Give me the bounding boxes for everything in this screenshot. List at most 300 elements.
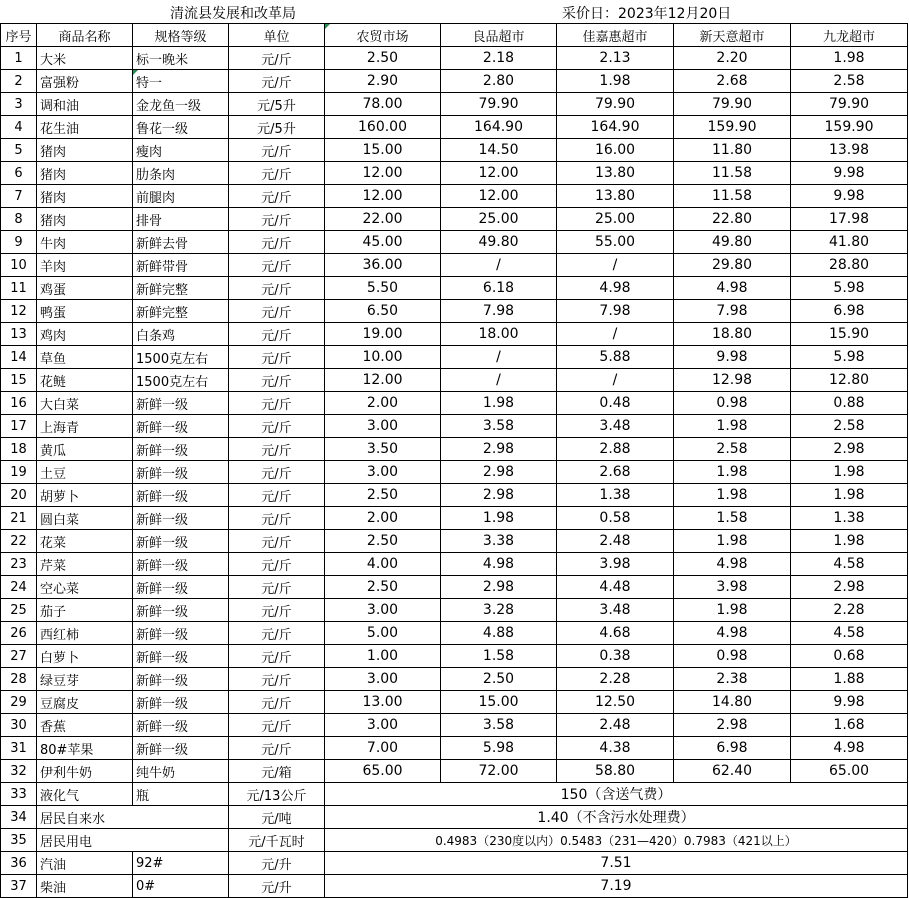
row-number: 16 bbox=[1, 392, 37, 415]
price-cell: 2.50 bbox=[325, 484, 441, 507]
table-row bbox=[1, 737, 908, 760]
unit: 元/斤 bbox=[229, 300, 325, 323]
product-name: 80#苹果 bbox=[37, 737, 133, 760]
price-cell: 7.98 bbox=[441, 300, 557, 323]
row-number: 6 bbox=[1, 162, 37, 185]
price-cell: 2.50 bbox=[325, 47, 441, 70]
price-table-body bbox=[1, 24, 908, 898]
header-market: 农贸市场 bbox=[325, 24, 441, 47]
header-name: 商品名称 bbox=[37, 24, 133, 47]
price-cell: 9.98 bbox=[791, 185, 908, 208]
product-name: 汽油 bbox=[37, 852, 133, 875]
header-spec: 规格等级 bbox=[133, 24, 229, 47]
price-cell: 3.00 bbox=[325, 415, 441, 438]
unit: 元/斤 bbox=[229, 346, 325, 369]
price-cell: 49.80 bbox=[674, 231, 791, 254]
price-cell: 2.58 bbox=[791, 70, 908, 93]
unit: 元/斤 bbox=[229, 369, 325, 392]
product-spec: 新鲜完整 bbox=[133, 277, 229, 300]
price-cell: 3.48 bbox=[557, 415, 674, 438]
table-row bbox=[1, 622, 908, 645]
price-cell: 2.98 bbox=[441, 576, 557, 599]
product-spec: 新鲜一级 bbox=[133, 645, 229, 668]
table-row bbox=[1, 47, 908, 70]
product-name: 圆白菜 bbox=[37, 507, 133, 530]
product-name: 居民用电 bbox=[37, 829, 229, 852]
row-number: 8 bbox=[1, 208, 37, 231]
product-spec: 新鲜一级 bbox=[133, 576, 229, 599]
product-spec: 特一 bbox=[133, 70, 229, 93]
product-name: 伊利牛奶 bbox=[37, 760, 133, 783]
product-name: 富强粉 bbox=[37, 70, 133, 93]
price-cell: 28.80 bbox=[791, 254, 908, 277]
table-row bbox=[1, 576, 908, 599]
price-cell: 14.50 bbox=[441, 139, 557, 162]
price-cell: 4.88 bbox=[441, 622, 557, 645]
price-cell: 2.28 bbox=[557, 668, 674, 691]
table-row bbox=[1, 70, 908, 93]
price-cell: 22.00 bbox=[325, 208, 441, 231]
price-cell: 36.00 bbox=[325, 254, 441, 277]
price-cell: 41.80 bbox=[791, 231, 908, 254]
row-number: 7 bbox=[1, 185, 37, 208]
price-cell: 3.48 bbox=[557, 599, 674, 622]
merged-price-value: 1.40（不含污水处理费） bbox=[325, 806, 908, 829]
table-row bbox=[1, 438, 908, 461]
price-cell: 3.00 bbox=[325, 461, 441, 484]
price-cell: 3.98 bbox=[674, 576, 791, 599]
unit: 元/斤 bbox=[229, 438, 325, 461]
price-cell: 3.58 bbox=[441, 714, 557, 737]
table-row bbox=[1, 139, 908, 162]
row-number: 2 bbox=[1, 70, 37, 93]
unit: 元/斤 bbox=[229, 484, 325, 507]
price-cell: / bbox=[557, 323, 674, 346]
price-cell: 159.90 bbox=[674, 116, 791, 139]
unit: 元/升 bbox=[229, 852, 325, 875]
price-cell: 12.98 bbox=[674, 369, 791, 392]
price-cell: 6.98 bbox=[791, 300, 908, 323]
product-spec: 新鲜完整 bbox=[133, 300, 229, 323]
price-cell: 1.98 bbox=[791, 461, 908, 484]
price-cell: 6.98 bbox=[674, 737, 791, 760]
price-cell: 1.98 bbox=[791, 47, 908, 70]
product-spec: 新鲜一级 bbox=[133, 691, 229, 714]
product-name: 上海青 bbox=[37, 415, 133, 438]
product-name: 羊肉 bbox=[37, 254, 133, 277]
table-row bbox=[1, 323, 908, 346]
price-cell: 16.00 bbox=[557, 139, 674, 162]
unit: 元/5升 bbox=[229, 116, 325, 139]
unit: 元/斤 bbox=[229, 622, 325, 645]
product-name: 猪肉 bbox=[37, 139, 133, 162]
price-cell: 2.58 bbox=[674, 438, 791, 461]
product-spec: 新鲜一级 bbox=[133, 438, 229, 461]
product-spec: 新鲜一级 bbox=[133, 392, 229, 415]
utility-row bbox=[1, 829, 908, 852]
product-spec: 0# bbox=[133, 875, 229, 898]
product-name: 鸭蛋 bbox=[37, 300, 133, 323]
price-cell: 5.00 bbox=[325, 622, 441, 645]
unit: 元/斤 bbox=[229, 208, 325, 231]
price-cell: 0.58 bbox=[557, 507, 674, 530]
survey-date: 采价日：2023年12月20日 bbox=[562, 6, 732, 22]
product-name: 牛肉 bbox=[37, 231, 133, 254]
unit: 元/13公斤 bbox=[229, 783, 325, 806]
price-cell: 2.80 bbox=[441, 70, 557, 93]
product-spec: 92# bbox=[133, 852, 229, 875]
price-cell: 1.98 bbox=[441, 392, 557, 415]
price-cell: 1.38 bbox=[791, 507, 908, 530]
product-name: 西红柿 bbox=[37, 622, 133, 645]
price-cell: 79.90 bbox=[674, 93, 791, 116]
unit: 元/斤 bbox=[229, 530, 325, 553]
price-cell: 11.80 bbox=[674, 139, 791, 162]
price-cell: 6.50 bbox=[325, 300, 441, 323]
price-cell: 0.38 bbox=[557, 645, 674, 668]
price-cell: 1.68 bbox=[791, 714, 908, 737]
table-row bbox=[1, 369, 908, 392]
row-number: 10 bbox=[1, 254, 37, 277]
price-cell: 1.88 bbox=[791, 668, 908, 691]
table-row bbox=[1, 599, 908, 622]
unit: 元/斤 bbox=[229, 162, 325, 185]
price-cell: 25.00 bbox=[557, 208, 674, 231]
row-number: 24 bbox=[1, 576, 37, 599]
product-spec: 新鲜一级 bbox=[133, 530, 229, 553]
table-row bbox=[1, 530, 908, 553]
row-number: 11 bbox=[1, 277, 37, 300]
price-cell: 12.00 bbox=[325, 185, 441, 208]
table-row bbox=[1, 231, 908, 254]
product-spec: 新鲜一级 bbox=[133, 415, 229, 438]
unit: 元/千瓦时 bbox=[229, 829, 325, 852]
price-cell: 1.98 bbox=[674, 415, 791, 438]
price-cell: 1.98 bbox=[791, 484, 908, 507]
product-name: 芹菜 bbox=[37, 553, 133, 576]
row-number: 17 bbox=[1, 415, 37, 438]
product-spec: 金龙鱼一级 bbox=[133, 93, 229, 116]
row-number: 25 bbox=[1, 599, 37, 622]
price-cell: 2.90 bbox=[325, 70, 441, 93]
unit: 元/斤 bbox=[229, 392, 325, 415]
price-cell: 22.80 bbox=[674, 208, 791, 231]
header-row bbox=[1, 24, 908, 47]
price-cell: 12.00 bbox=[441, 162, 557, 185]
product-name: 猪肉 bbox=[37, 208, 133, 231]
price-cell: 79.90 bbox=[791, 93, 908, 116]
price-cell: 4.98 bbox=[674, 622, 791, 645]
product-name: 猪肉 bbox=[37, 185, 133, 208]
price-cell: 72.00 bbox=[441, 760, 557, 783]
product-spec: 新鲜一级 bbox=[133, 507, 229, 530]
product-spec: 鲁花一级 bbox=[133, 116, 229, 139]
price-cell: 13.80 bbox=[557, 162, 674, 185]
header-jiajiahui: 佳嘉惠超市 bbox=[557, 24, 674, 47]
product-name: 草鱼 bbox=[37, 346, 133, 369]
price-cell: 1.98 bbox=[674, 461, 791, 484]
price-cell: 7.98 bbox=[557, 300, 674, 323]
row-number: 22 bbox=[1, 530, 37, 553]
product-name: 柴油 bbox=[37, 875, 133, 898]
price-cell: 2.98 bbox=[441, 438, 557, 461]
price-cell: 11.58 bbox=[674, 162, 791, 185]
unit: 元/斤 bbox=[229, 70, 325, 93]
product-spec: 排骨 bbox=[133, 208, 229, 231]
price-cell: 65.00 bbox=[791, 760, 908, 783]
price-cell: 2.50 bbox=[325, 576, 441, 599]
unit: 元/斤 bbox=[229, 461, 325, 484]
price-cell: 13.80 bbox=[557, 185, 674, 208]
price-cell: 5.88 bbox=[557, 346, 674, 369]
product-name: 黄瓜 bbox=[37, 438, 133, 461]
price-cell: 12.50 bbox=[557, 691, 674, 714]
price-cell: 79.90 bbox=[441, 93, 557, 116]
price-cell: / bbox=[441, 254, 557, 277]
product-spec: 1500克左右 bbox=[133, 369, 229, 392]
product-name: 鸡蛋 bbox=[37, 277, 133, 300]
price-cell: 3.38 bbox=[441, 530, 557, 553]
price-cell: 1.98 bbox=[441, 507, 557, 530]
unit: 元/斤 bbox=[229, 139, 325, 162]
row-number: 23 bbox=[1, 553, 37, 576]
price-cell: 0.98 bbox=[674, 645, 791, 668]
price-cell: 4.48 bbox=[557, 576, 674, 599]
row-number: 9 bbox=[1, 231, 37, 254]
price-cell: 4.98 bbox=[557, 277, 674, 300]
price-cell: 3.00 bbox=[325, 599, 441, 622]
price-cell: 2.58 bbox=[791, 415, 908, 438]
unit: 元/斤 bbox=[229, 599, 325, 622]
price-cell: 2.68 bbox=[557, 461, 674, 484]
price-cell: 2.00 bbox=[325, 507, 441, 530]
price-cell: 7.00 bbox=[325, 737, 441, 760]
product-spec: 1500克左右 bbox=[133, 346, 229, 369]
table-row bbox=[1, 277, 908, 300]
utility-row bbox=[1, 875, 908, 898]
unit: 元/升 bbox=[229, 875, 325, 898]
price-cell: 2.98 bbox=[441, 461, 557, 484]
row-number: 21 bbox=[1, 507, 37, 530]
unit: 元/斤 bbox=[229, 415, 325, 438]
price-cell: 1.58 bbox=[674, 507, 791, 530]
row-number: 33 bbox=[1, 783, 37, 806]
utility-row bbox=[1, 852, 908, 875]
price-cell: 3.00 bbox=[325, 668, 441, 691]
product-spec: 白条鸡 bbox=[133, 323, 229, 346]
merged-price-value: 150（含送气费） bbox=[325, 783, 908, 806]
price-cell: 1.58 bbox=[441, 645, 557, 668]
product-spec: 新鲜一级 bbox=[133, 461, 229, 484]
unit: 元/斤 bbox=[229, 668, 325, 691]
price-cell: 9.98 bbox=[674, 346, 791, 369]
price-cell: 15.00 bbox=[441, 691, 557, 714]
row-number: 37 bbox=[1, 875, 37, 898]
unit: 元/斤 bbox=[229, 185, 325, 208]
table-row bbox=[1, 760, 908, 783]
row-number: 1 bbox=[1, 47, 37, 70]
organization-title: 清流县发展和改革局 bbox=[170, 6, 296, 22]
row-number: 29 bbox=[1, 691, 37, 714]
product-spec: 新鲜一级 bbox=[133, 622, 229, 645]
product-name: 胡萝卜 bbox=[37, 484, 133, 507]
product-spec: 新鲜一级 bbox=[133, 668, 229, 691]
table-row bbox=[1, 162, 908, 185]
row-number: 34 bbox=[1, 806, 37, 829]
product-name: 液化气 bbox=[37, 783, 133, 806]
price-cell: 49.80 bbox=[441, 231, 557, 254]
product-name: 空心菜 bbox=[37, 576, 133, 599]
price-cell: 164.90 bbox=[557, 116, 674, 139]
row-number: 36 bbox=[1, 852, 37, 875]
table-row bbox=[1, 461, 908, 484]
row-number: 30 bbox=[1, 714, 37, 737]
unit: 元/斤 bbox=[229, 645, 325, 668]
title-bar bbox=[0, 0, 909, 23]
price-cell: 1.98 bbox=[674, 530, 791, 553]
price-cell: 2.28 bbox=[791, 599, 908, 622]
price-cell: 160.00 bbox=[325, 116, 441, 139]
header-unit: 单位 bbox=[229, 24, 325, 47]
unit: 元/箱 bbox=[229, 760, 325, 783]
product-spec: 瘦肉 bbox=[133, 139, 229, 162]
unit: 元/斤 bbox=[229, 47, 325, 70]
table-row bbox=[1, 392, 908, 415]
price-cell: 2.48 bbox=[557, 714, 674, 737]
price-cell: 2.98 bbox=[674, 714, 791, 737]
product-spec: 纯牛奶 bbox=[133, 760, 229, 783]
product-name: 花生油 bbox=[37, 116, 133, 139]
price-cell: 4.98 bbox=[674, 277, 791, 300]
unit: 元/斤 bbox=[229, 277, 325, 300]
price-cell: 2.98 bbox=[791, 438, 908, 461]
price-cell: / bbox=[557, 369, 674, 392]
price-cell: / bbox=[441, 369, 557, 392]
product-spec: 新鲜一级 bbox=[133, 714, 229, 737]
utility-row bbox=[1, 806, 908, 829]
price-cell: 3.98 bbox=[557, 553, 674, 576]
row-number: 13 bbox=[1, 323, 37, 346]
product-spec: 新鲜一级 bbox=[133, 737, 229, 760]
table-row bbox=[1, 714, 908, 737]
row-number: 32 bbox=[1, 760, 37, 783]
price-cell: 1.00 bbox=[325, 645, 441, 668]
price-cell: 0.48 bbox=[557, 392, 674, 415]
unit: 元/5升 bbox=[229, 93, 325, 116]
header-liangpin: 良品超市 bbox=[441, 24, 557, 47]
product-spec: 新鲜带骨 bbox=[133, 254, 229, 277]
price-cell: 2.00 bbox=[325, 392, 441, 415]
row-number: 5 bbox=[1, 139, 37, 162]
product-name: 豆腐皮 bbox=[37, 691, 133, 714]
price-cell: 0.68 bbox=[791, 645, 908, 668]
price-cell: 2.98 bbox=[791, 576, 908, 599]
row-number: 26 bbox=[1, 622, 37, 645]
price-cell: 58.80 bbox=[557, 760, 674, 783]
row-number: 15 bbox=[1, 369, 37, 392]
table-row bbox=[1, 507, 908, 530]
price-cell: 5.98 bbox=[791, 277, 908, 300]
price-cell: 2.13 bbox=[557, 47, 674, 70]
price-cell: 2.48 bbox=[557, 530, 674, 553]
table-row bbox=[1, 300, 908, 323]
merged-price-value: 7.51 bbox=[325, 852, 908, 875]
product-name: 茄子 bbox=[37, 599, 133, 622]
price-cell: 9.98 bbox=[791, 691, 908, 714]
price-cell: 4.58 bbox=[791, 553, 908, 576]
price-cell: 6.18 bbox=[441, 277, 557, 300]
table-row bbox=[1, 93, 908, 116]
product-name: 土豆 bbox=[37, 461, 133, 484]
product-name: 花菜 bbox=[37, 530, 133, 553]
row-number: 28 bbox=[1, 668, 37, 691]
price-cell: 11.58 bbox=[674, 185, 791, 208]
product-spec: 前腿肉 bbox=[133, 185, 229, 208]
row-number: 3 bbox=[1, 93, 37, 116]
header-xintianyi: 新天意超市 bbox=[674, 24, 791, 47]
product-spec: 标一晚米 bbox=[133, 47, 229, 70]
price-cell: 18.80 bbox=[674, 323, 791, 346]
price-cell: 1.98 bbox=[791, 530, 908, 553]
price-cell: 7.98 bbox=[674, 300, 791, 323]
merged-price-value: 0.4983（230度以内）0.5483（231—420）0.7983（421以上） bbox=[325, 829, 908, 852]
row-number: 35 bbox=[1, 829, 37, 852]
utility-row bbox=[1, 783, 908, 806]
price-cell: 65.00 bbox=[325, 760, 441, 783]
product-name: 香蕉 bbox=[37, 714, 133, 737]
price-cell: 2.18 bbox=[441, 47, 557, 70]
price-cell: 1.38 bbox=[557, 484, 674, 507]
price-cell: 4.98 bbox=[441, 553, 557, 576]
price-cell: 2.98 bbox=[441, 484, 557, 507]
table-row bbox=[1, 484, 908, 507]
price-cell: 3.00 bbox=[325, 714, 441, 737]
product-spec: 新鲜一级 bbox=[133, 484, 229, 507]
price-cell: 2.20 bbox=[674, 47, 791, 70]
product-name: 居民自来水 bbox=[37, 806, 229, 829]
price-cell: 0.88 bbox=[791, 392, 908, 415]
unit: 元/斤 bbox=[229, 691, 325, 714]
unit: 元/斤 bbox=[229, 737, 325, 760]
table-row bbox=[1, 691, 908, 714]
price-cell: 1.98 bbox=[674, 484, 791, 507]
row-number: 19 bbox=[1, 461, 37, 484]
price-cell: 4.68 bbox=[557, 622, 674, 645]
row-number: 20 bbox=[1, 484, 37, 507]
price-cell: 2.50 bbox=[325, 530, 441, 553]
price-cell: 2.68 bbox=[674, 70, 791, 93]
price-cell: 3.28 bbox=[441, 599, 557, 622]
product-spec: 瓶 bbox=[133, 783, 229, 806]
price-cell: 62.40 bbox=[674, 760, 791, 783]
price-cell: 15.90 bbox=[791, 323, 908, 346]
product-name: 调和油 bbox=[37, 93, 133, 116]
product-spec: 肋条肉 bbox=[133, 162, 229, 185]
price-cell: 164.90 bbox=[441, 116, 557, 139]
price-cell: 25.00 bbox=[441, 208, 557, 231]
price-cell: 0.98 bbox=[674, 392, 791, 415]
price-cell: / bbox=[557, 254, 674, 277]
price-cell: 12.00 bbox=[325, 369, 441, 392]
price-cell: 2.38 bbox=[674, 668, 791, 691]
product-spec: 新鲜去骨 bbox=[133, 231, 229, 254]
table-row bbox=[1, 254, 908, 277]
row-number: 27 bbox=[1, 645, 37, 668]
price-cell: 45.00 bbox=[325, 231, 441, 254]
price-cell: 12.00 bbox=[325, 162, 441, 185]
row-number: 18 bbox=[1, 438, 37, 461]
unit: 元/斤 bbox=[229, 553, 325, 576]
